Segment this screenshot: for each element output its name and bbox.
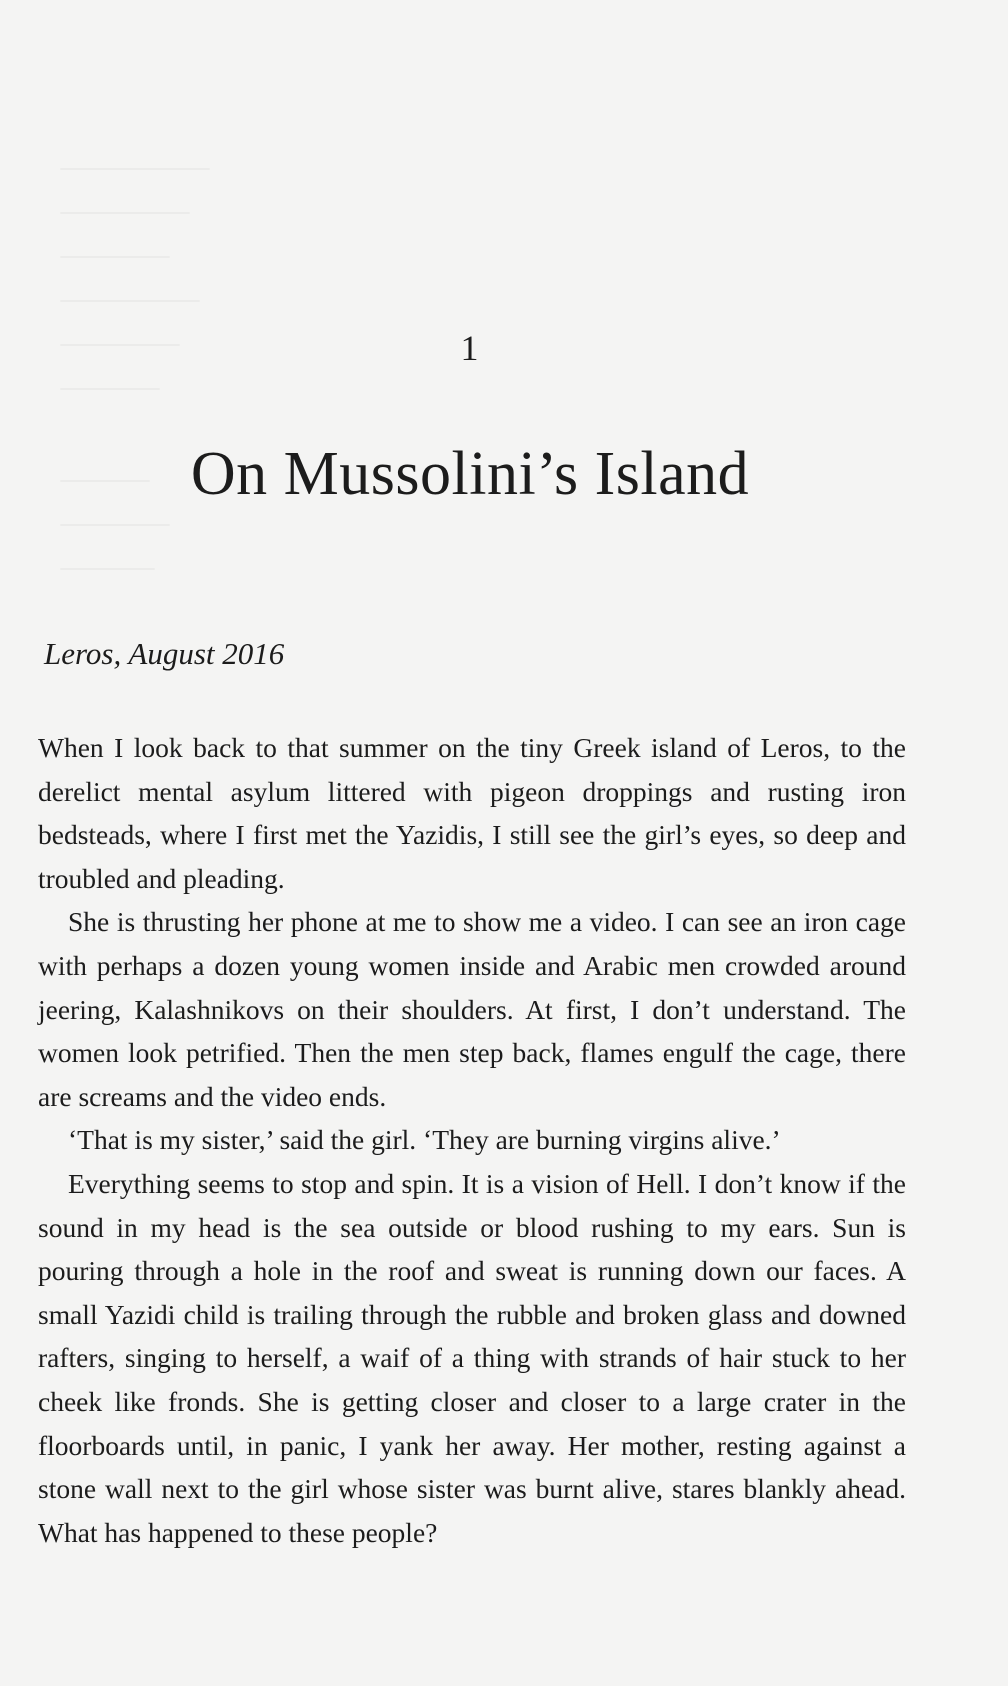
chapter-title: On Mussolini’s Island xyxy=(190,440,750,508)
dateline: Leros, August 2016 xyxy=(44,636,285,671)
show-through-mark xyxy=(60,168,210,170)
chapter-number: 1 xyxy=(460,328,480,368)
paragraph: Everything seems to stop and spin. It is a vision of Hell. I don’t know if the sound in my head is the sea outside or blood rushing to my ears. Sun is pouring through a hole in the roof and sweat is running down our faces. A small Yazidi child is trailing through the rubble and broken glass and downed rafters, singing to herself, a waif of a thing with strands of hair stuck to her cheek like fronds. She is getting closer and closer to a large crater in the floorboards until, in panic, I yank her away. Her mother, resting against a stone wall next to the girl whose sister was burnt alive, stares blankly ahead. What has happened to these people? xyxy=(38,1167,906,1548)
body-text xyxy=(38,726,906,1554)
show-through-mark xyxy=(60,300,200,302)
paragraph: When I look back to that summer on the tiny Greek island of Leros, to the derelict mental asylum littered with pigeon droppings and rusting iron bedsteads, where I first met the Yazidis, I still see the girl’s eyes, so deep and troubled and pleading. xyxy=(38,732,906,894)
paragraph: ‘That is my sister,’ said the girl. ‘They are burning virgins alive.’ xyxy=(68,1124,781,1156)
show-through-mark xyxy=(60,524,170,526)
paragraph: She is thrusting her phone at me to show me a video. I can see an iron cage with perhaps a dozen young women inside and Arabic men crowded around jeering, Kalashnikovs on their shoulders. At first, I don’t understand. The women look petrified. Then the men step back, flames engulf the cage, there are screams and the video ends. xyxy=(38,906,906,1112)
show-through-mark xyxy=(60,388,160,390)
show-through-mark xyxy=(60,568,155,570)
show-through-mark xyxy=(60,212,190,214)
show-through-mark xyxy=(60,256,170,258)
